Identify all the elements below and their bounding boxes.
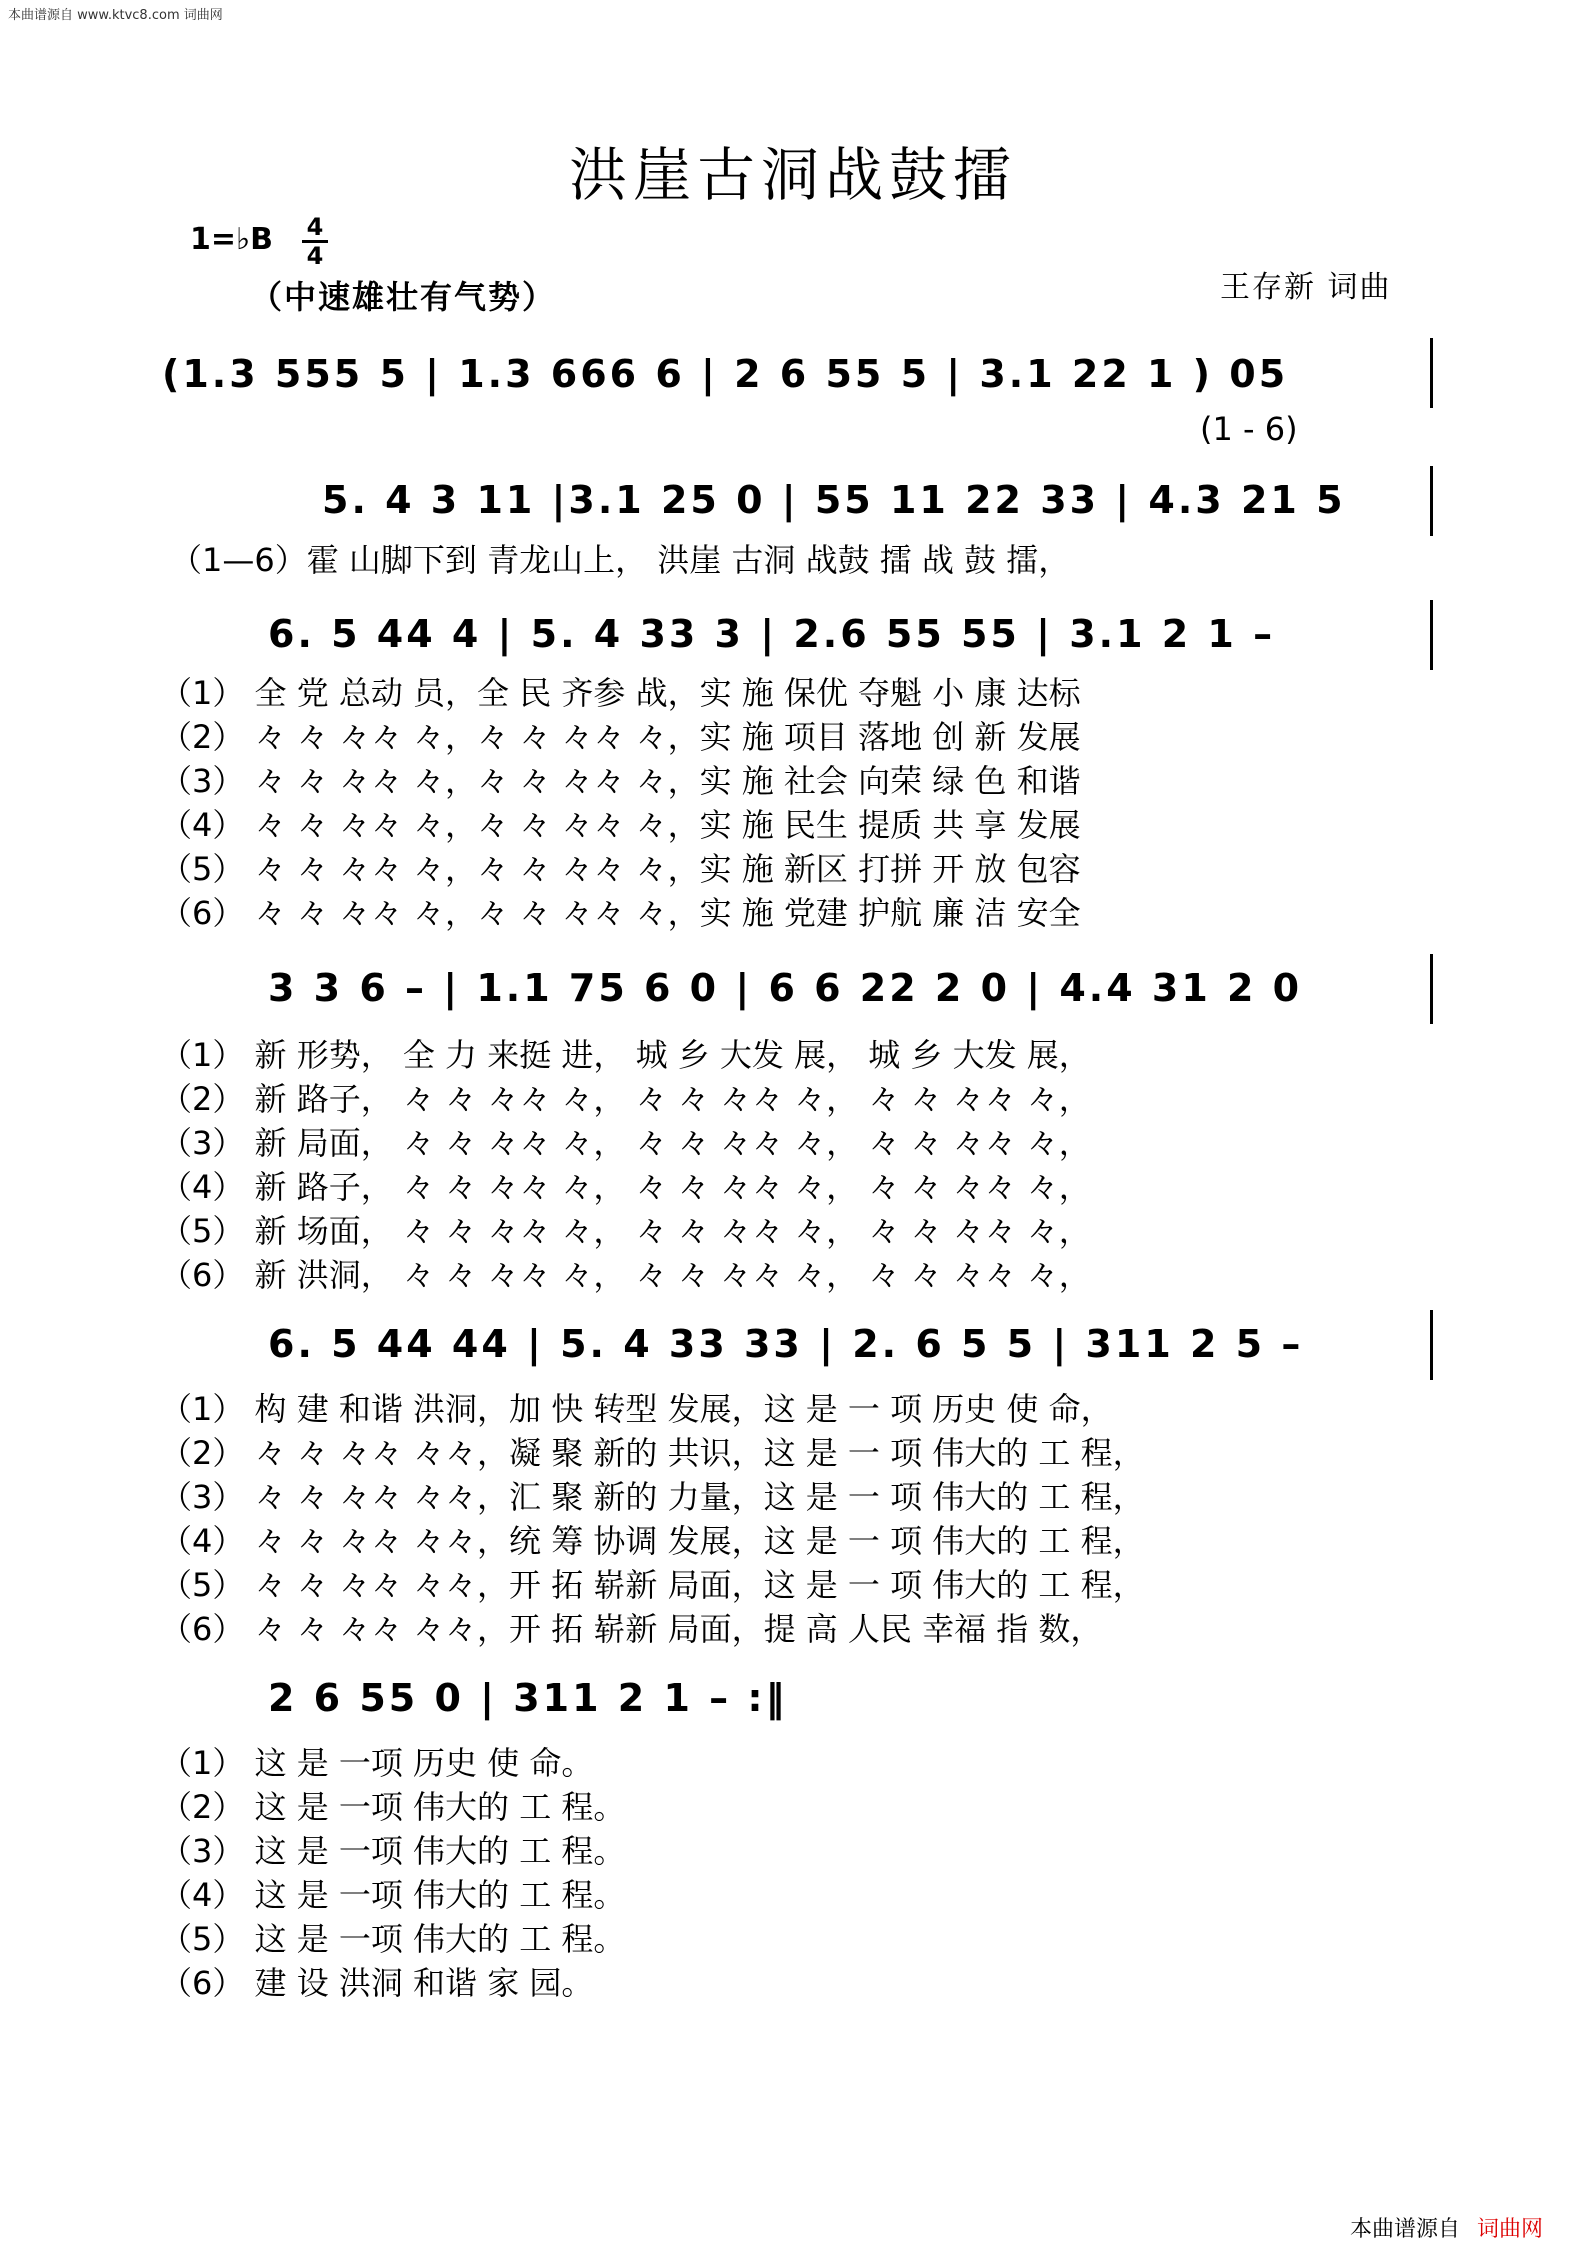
line4-lyric-2: （2） 々 々 々々 々々，凝 聚 新的 共识，这 是 一 项 伟大的 工 程， — [160, 1434, 1145, 1472]
line3-notes: 3 3 6 – | 1.1 75 6 0 | 6 6 22 2 0 | 4.4 31 2 0 — [268, 966, 1303, 1010]
line3-lyric-6: （6） 新 洪洞， 々 々 々々 々， 々 々 々々 々， 々 々 々々 々， — [160, 1256, 1091, 1294]
line4-notes: 6. 5 44 44 | 5. 4 33 33 | 2. 6 5 5 | 311 2 5 – — [268, 1322, 1304, 1366]
line2-lyric-3: （3） 々 々 々々 々，々 々 々々 々，实 施 社会 向荣 绿 色 和谐 — [160, 762, 1081, 800]
line5-lyric-2: （2） 这 是 一项 伟大的 工 程。 — [160, 1788, 626, 1826]
line1-lyrics: （1—6）霍 山脚下到 青龙山上， 洪崖 古洞 战鼓 擂 战 鼓 擂， — [170, 541, 1071, 579]
footer-right: 词曲网 — [1477, 2217, 1544, 2242]
line5-lyric-6: （6） 建 设 洪洞 和谐 家 园。 — [160, 1964, 594, 2002]
author-credit: 王存新 词曲 — [1220, 270, 1392, 305]
watermark-top: 本曲谱源自 www.ktvc8.com 词曲网 — [8, 8, 223, 23]
line5-lyric-5: （5） 这 是 一项 伟大的 工 程。 — [160, 1920, 626, 1958]
barline-end-line3 — [1430, 954, 1433, 1024]
line2-lyric-5: （5） 々 々 々々 々，々 々 々々 々，实 施 新区 打拼 开 放 包容 — [160, 850, 1081, 888]
line2-lyric-1: （1） 全 党 总动 员，全 民 齐参 战，实 施 保优 夺魁 小 康 达标 — [160, 674, 1081, 712]
line2-lyric-2: （2） 々 々 々々 々，々 々 々々 々，实 施 项目 落地 创 新 发展 — [160, 718, 1081, 756]
key-signature: 1=♭B — [190, 222, 274, 257]
song-title: 洪崖古洞战鼓擂 — [568, 141, 1017, 209]
line4-lyric-3: （3） 々 々 々々 々々，汇 聚 新的 力量，这 是 一 项 伟大的 工 程， — [160, 1478, 1145, 1516]
line2-lyric-4: （4） 々 々 々々 々，々 々 々々 々，实 施 民生 提质 共 享 发展 — [160, 806, 1081, 844]
intro-notes: (1.3 555 5 | 1.3 666 6 | 2 6 55 5 | 3.1 22 1 ) 05 — [162, 352, 1289, 396]
time-sig-top: 4 — [306, 213, 324, 241]
line2-lyric-6: （6） 々 々 々々 々，々 々 々々 々，实 施 党建 护航 廉 洁 安全 — [160, 894, 1081, 932]
line1-notes: 5. 4 3 11 |3.1 25 0 | 55 11 22 33 | 4.3 21 5 — [322, 478, 1346, 522]
line4-lyric-1: （1） 构 建 和谐 洪洞，加 快 转型 发展，这 是 一 项 历史 使 命， — [160, 1390, 1113, 1428]
barline-end-line2 — [1430, 600, 1433, 670]
footer-left: 本曲谱源自 — [1350, 2217, 1461, 2242]
line3-lyric-5: （5） 新 场面， 々 々 々々 々， 々 々 々々 々， 々 々 々々 々， — [160, 1212, 1091, 1250]
line5-lyric-1: （1） 这 是 一项 历史 使 命。 — [160, 1744, 594, 1782]
line3-lyric-1: （1） 新 形势， 全 力 来挺 进， 城 乡 大发 展， 城 乡 大发 展， — [160, 1036, 1091, 1074]
intro-alt-ending: (1 - 6) — [1200, 410, 1298, 448]
barline-end-line4 — [1430, 1310, 1433, 1380]
line4-lyric-5: （5） 々 々 々々 々々，开 拓 崭新 局面，这 是 一 项 伟大的 工 程， — [160, 1566, 1145, 1604]
line5-lyric-3: （3） 这 是 一项 伟大的 工 程。 — [160, 1832, 626, 1870]
footer-watermark — [1350, 2212, 1543, 2243]
barline-end-intro — [1430, 338, 1433, 408]
tempo-marking: （中速雄壮有气势） — [250, 278, 557, 316]
line4-lyric-4: （4） 々 々 々々 々々，统 筹 协调 发展，这 是 一 项 伟大的 工 程， — [160, 1522, 1145, 1560]
line3-lyric-2: （2） 新 路子， 々 々 々々 々， 々 々 々々 々， 々 々 々々 々， — [160, 1080, 1091, 1118]
line5-notes: 2 6 55 0 | 311 2 1 – :‖ — [268, 1676, 788, 1720]
line5-lyric-4: （4） 这 是 一项 伟大的 工 程。 — [160, 1876, 626, 1914]
line3-lyric-3: （3） 新 局面， 々 々 々々 々， 々 々 々々 々， 々 々 々々 々， — [160, 1124, 1091, 1162]
time-signature — [302, 214, 328, 269]
line4-lyric-6: （6） 々 々 々々 々々，开 拓 崭新 局面，提 高 人民 幸福 指 数， — [160, 1610, 1103, 1648]
time-sig-bottom: 4 — [306, 242, 324, 270]
line3-lyric-4: （4） 新 路子， 々 々 々々 々， 々 々 々々 々， 々 々 々々 々， — [160, 1168, 1091, 1206]
barline-end-line1 — [1430, 466, 1433, 536]
line2-notes: 6. 5 44 4 | 5. 4 33 3 | 2.6 55 55 | 3.1 2 1 – — [268, 612, 1276, 656]
